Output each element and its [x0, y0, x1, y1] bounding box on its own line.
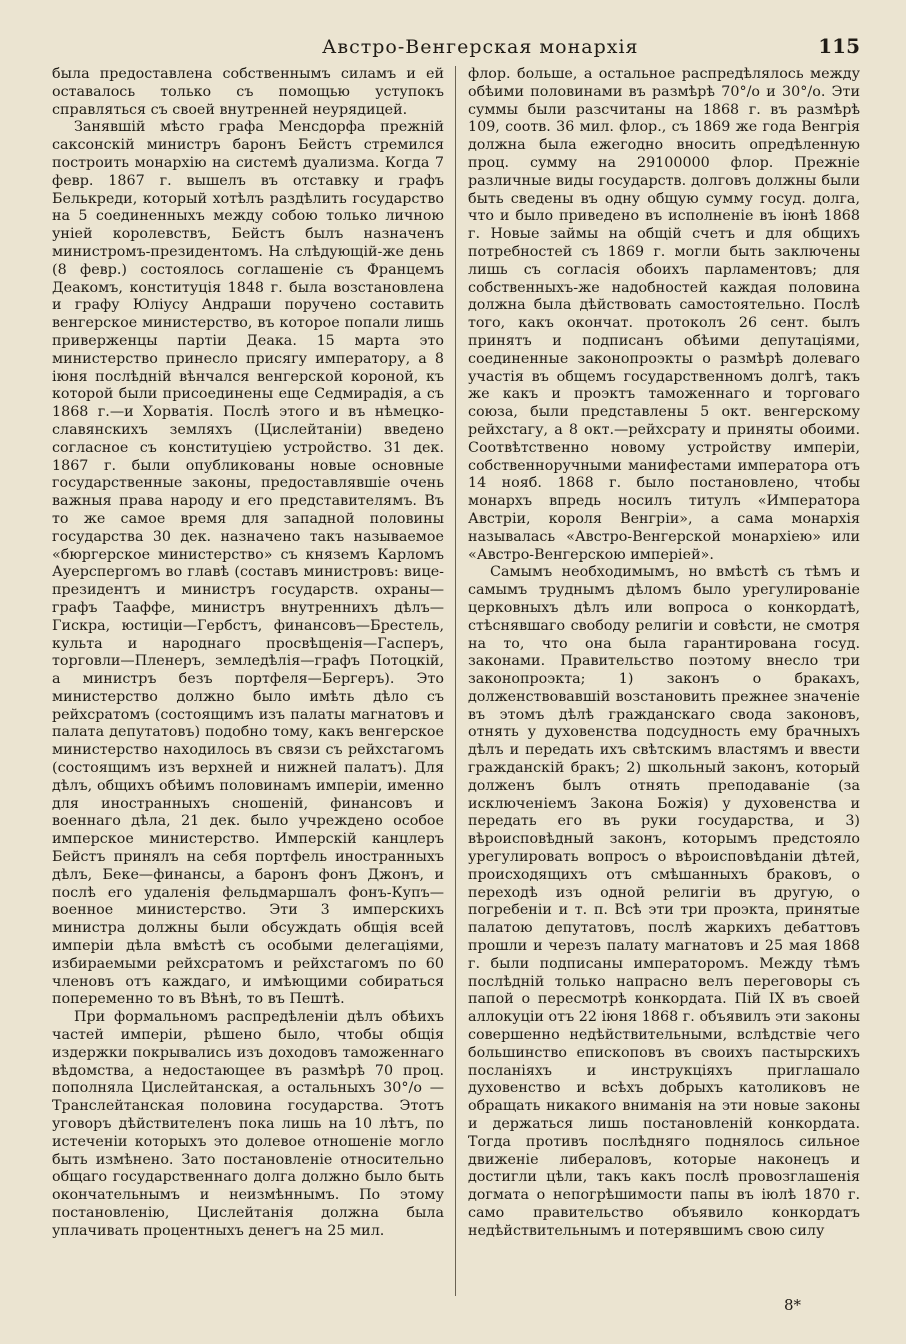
- column-divider: [455, 66, 456, 1296]
- running-head: [52, 34, 860, 60]
- paragraph: При формальномъ распредѣленіи дѣлъ обѣихъ частей имперіи, рѣшено было, чтобы общія издержки покрывались изъ доходовъ таможеннаго вѣдомства, а недостающее въ размѣрѣ 70 проц. пополняла Цислейтанская, а остальныхъ 30°/о — Транслейтанская половина государства. Этотъ уговоръ дѣйствителенъ пока лишь на 10 лѣтъ, по истеченіи которыхъ это долевое отношеніе могло быть измѣнено. Зато постановленіе относительно общаго государственнаго долга должно было быть окончательнымъ и неизмѣннымъ. По этому постановленію, Цислейтанія должна была уплачивать процентныхъ денегъ на 25 мил.: [52, 1009, 444, 1239]
- left-column: [52, 66, 444, 1241]
- right-column: [468, 66, 860, 1241]
- page-number: 115: [818, 34, 860, 58]
- signature-mark: 8*: [784, 1296, 802, 1314]
- paragraph: флор. больше, а остальное распредѣлялось между обѣими половинами въ размѣрѣ 70°/о и 30°/о. Эти суммы были разсчитаны на 1868 г. въ размѣрѣ 109, соотв. 36 мил. флор., съ 1869 же года Венгрія должна была ежегодно вносить опредѣленную проц. сумму на 29100000 флор. Прежніе различные виды государств. долговъ должны были быть сведены въ одну общую сумму госуд. долга, что и было приведено въ исполненіе въ іюнѣ 1868 г. Новые займы на общій счетъ и для общихъ потребностей съ 1869 г. могли быть заключены лишь съ согласія обоихъ парламентовъ; для собственныхъ-же надобностей каждая половина должна была дѣйствовать самостоятельно. Послѣ того, какъ окончат. протоколъ 26 сент. былъ принятъ и подписанъ обѣими депутаціями, соединенные законопроэкты о размѣрѣ долеваго участія въ общемъ государственномъ долгѣ, такъ же какъ и проэктъ таможеннаго и торговаго союза, были представлены 5 окт. венгерскому рейхстагу, а 8 окт.—рейхсрату и приняты обоими. Соотвѣтственно новому устройству имперіи, собственноручными манифестами императора отъ 14 нояб. 1868 г. было постановлено, чтобы монархъ впредь носилъ титулъ «Императора Австріи, короля Венгріи», а сама монархія называлась «Австро-Венгерской монархіею» или «Австро-Венгерскою имперіей».: [468, 66, 860, 563]
- paragraph: Самымъ необходимымъ, но вмѣстѣ съ тѣмъ и самымъ труднымъ дѣломъ было урегулированіе церковныхъ дѣлъ или вопроса о конкордатѣ, стѣснявшаго свободу религіи и совѣсти, не смотря на то, что она была гарантирована госуд. законами. Правительство поэтому внесло три законопроэкта; 1) законъ о бракахъ, долженствовавшій возстановить прежнее значеніе въ этомъ дѣлѣ гражданскаго свода законовъ, отнять у духовенства подсудность ему брачныхъ дѣлъ и передать ихъ свѣтскимъ властямъ и ввести гражданскій бракъ; 2) школьный законъ, который долженъ былъ отнять преподаваніе (за исключеніемъ Закона Божія) у духовенства и передать его въ руки государства, и 3) вѣроисповѣдный законъ, которымъ предстояло урегулировать вопросъ о вѣроисповѣданіи дѣтей, происходящихъ отъ смѣшанныхъ браковъ, о переходѣ изъ одной религіи въ другую, о погребеніи и т. п. Всѣ эти три проэкта, принятые палатою депутатовъ, послѣ жаркихъ дебаттовъ прошли и черезъ палату магнатовъ и 25 мая 1868 г. были подписаны императоромъ. Между тѣмъ послѣдній только напрасно велъ переговоры съ папой о пересмотрѣ конкордата. Пій IX въ своей аллокуціи отъ 22 іюня 1868 г. объявилъ эти законы совершенно недѣйствительными, вслѣдствіе чего большинство епископовъ въ своихъ пастырскихъ посланіяхъ и инструкціяхъ приглашало духовенство и всѣхъ добрыхъ католиковъ не обращать никакого вниманія на эти новые законы и держаться лишь постановленій конкордата. Тогда противъ послѣдняго поднялось сильное движеніе либераловъ, которые наконецъ и достигли цѣли, такъ какъ послѣ провозглашенія догмата о непогрѣшимости папы въ іюлѣ 1870 г. само правительство объявило конкордатъ недѣйствительнымъ и потерявшимъ свою силу: [468, 564, 860, 1239]
- paragraph: Занявшій мѣсто графа Менсдорфа прежній саксонскій министръ баронъ Бейстъ стремился построить монархію на системѣ дуализма. Когда 7 февр. 1867 г. вышелъ въ отставку и графъ Белькреди, который хотѣлъ раздѣлить государство на 5 соединенныхъ между собою только личною уніей королевствъ, Бейстъ былъ назначенъ министромъ-президентомъ. На слѣдующій-же день (8 февр.) состоялось соглашеніе съ Францемъ Деакомъ, конституція 1848 г. была возстановлена и графу Юліусу Андраши поручено составить венгерское министерство, въ которое попали лишь приверженцы партіи Деака. 15 марта это министерство принесло присягу императору, а 8 іюня послѣдній вѣнчался венгерской короной, къ которой были присоединены еще Седмирадія, а съ 1868 г.—и Хорватія. Послѣ этого и въ нѣмецко-славянскихъ земляхъ (Цислейтаніи) введено согласное съ конституціею устройство. 31 дек. 1867 г. были опубликованы новые основные государственные законы, предоставлявшіе очень важныя права народу и его представителямъ. Въ то же самое время для западной половины государства 30 дек. назначено такъ называемое «бюргерское министерство» съ княземъ Карломъ Ауерспергомъ во главѣ (составъ министровъ: вице-президентъ и министръ государств. охраны—графъ Тааффе, министръ внутреннихъ дѣлъ—Гискра, юстиціи—Гербстъ, финансовъ—Брестель, культа и народнаго просвѣщенія—Гасперъ, торговли—Пленеръ, земледѣлія—графъ Потоцкій, а министръ безъ портфеля—Бергеръ). Это министерство должно было имѣть дѣло съ рейхсратомъ (состоящимъ изъ палаты магнатовъ и палата депутатовъ) подобно тому, какъ венгерское министерство находилось въ связи съ рейхстагомъ (состоящимъ изъ верхней и нижней палатъ). Для дѣлъ, общихъ обѣимъ половинамъ имперіи, именно для иностранныхъ сношеній, финансовъ и военнаго дѣла, 21 дек. было учреждено особое имперское министерство. Имперскій канцлеръ Бейстъ принялъ на себя портфель иностранныхъ дѣлъ, Беке—финансы, а баронъ фонъ Джонъ, и послѣ его удаленія фельдмаршалъ фонъ-Купъ—военное министерство. Эти 3 имперскихъ министра должны были обсуждать общія всей имперіи дѣла вмѣстѣ съ особыми делегаціями, избираемыми рейхсратомъ и рейхстагомъ по 60 членовъ отъ каждаго, и имѣющими собираться попеременно то въ Вѣнѣ, то въ Пештѣ.: [52, 119, 444, 1008]
- paragraph: была предоставлена собственнымъ силамъ и ей оставалось только съ помощью уступокъ справляться съ своей внутренней неурядицей.: [52, 66, 444, 118]
- running-title: Австро-Венгерская монархія: [322, 36, 639, 58]
